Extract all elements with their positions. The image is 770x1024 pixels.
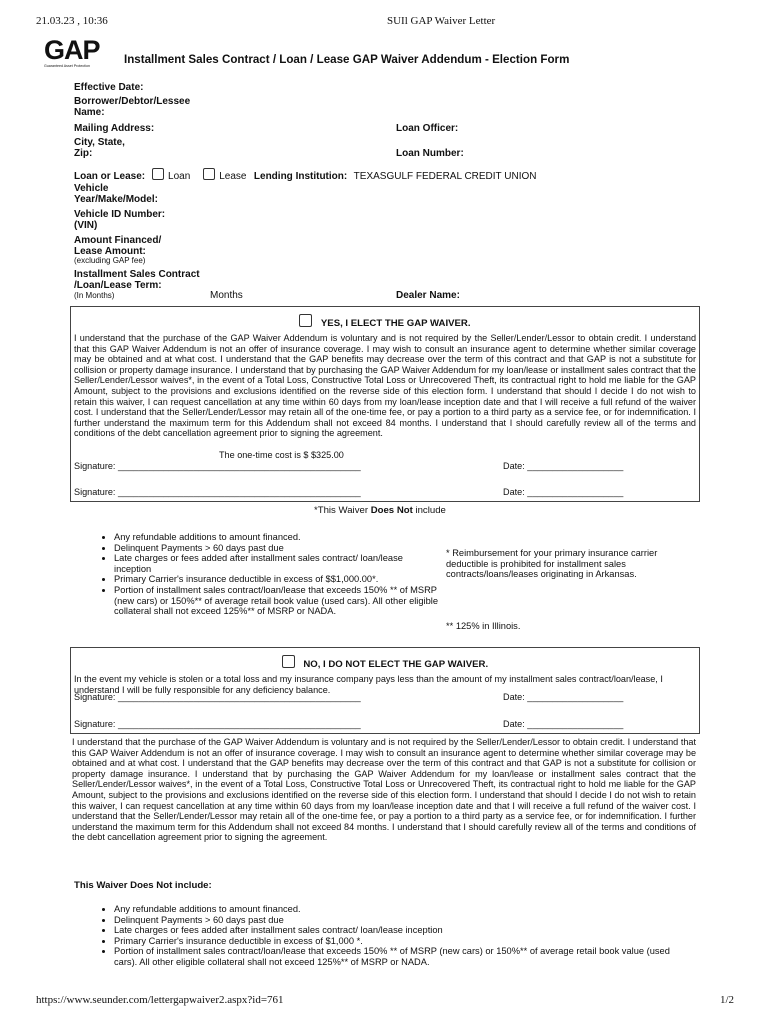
loan-officer-label: Loan Officer: — [396, 123, 459, 134]
dealer-name-label: Dealer Name: — [396, 290, 460, 301]
amount-financed-note: (excluding GAP fee) — [74, 256, 146, 265]
gap-logo — [44, 36, 106, 69]
print-page-title: SUIl GAP Waiver Letter — [387, 15, 496, 27]
elect-date-2[interactable]: Date: ___________________ — [503, 487, 624, 497]
city-state-zip-label: City, State, Zip: — [74, 137, 125, 159]
mailing-address-label: Mailing Address: — [74, 123, 155, 134]
exclusion-item: • Delinquent Payments > 60 days past due — [114, 543, 440, 554]
print-footer-url: https://www.seunder.com/lettergapwaiver2.aspx?id=761 — [36, 994, 284, 1006]
exclusions2-list — [100, 904, 694, 968]
logo-tagline: Guaranteed Asset Protection — [44, 64, 90, 68]
elect-heading: YES, I ELECT THE GAP WAIVER. — [320, 318, 471, 329]
lease-checkbox[interactable] — [203, 168, 215, 180]
loan-or-lease-label: Loan or Lease: — [74, 171, 146, 182]
decline-date-1[interactable]: Date: ___________________ — [503, 692, 624, 702]
loan-number-label: Loan Number: — [396, 148, 464, 159]
exclusions-intro-post: include — [412, 505, 446, 516]
exclusion2-item: • Late charges or fees added after installment sales contract/ loan/lease inception — [114, 925, 694, 936]
exclusions-list — [100, 532, 440, 617]
exclusion2-item: • Delinquent Payments > 60 days past due — [114, 915, 694, 926]
decline-date-2[interactable]: Date: ___________________ — [503, 719, 624, 729]
exclusion2-item: • Primary Carrier's insurance deductible in excess of $1,000 *. — [114, 936, 694, 947]
exclusion-item: • Portion of installment sales contract/loan/lease that exceeds 150% ** of MSRP (new cars) or 150%** of average retail book value (used cars). All other eligible collateral shall not exceed 125%** of MSRP or NADA. — [114, 585, 440, 617]
exclusions-intro-bold: Does Not — [370, 505, 413, 516]
amount-financed-label: Amount Financed/ Lease Amount: — [74, 235, 162, 257]
decline-heading-row — [71, 654, 699, 672]
lending-institution-label: Lending Institution: — [253, 171, 348, 182]
decline-waiver-box — [70, 647, 700, 734]
decline-signature-1[interactable]: Signature: ________________________________________________ — [74, 692, 361, 702]
elect-paragraph: I understand that the purchase of the GAP Waiver Addendum is voluntary and is not required by the Seller/Lender/Lessor to obtain credit. I understand that this GAP Waiver Addendum is not an offer of insurance coverage. I may wish to consult an insurance agent to determine whether similar coverage may be obtained and at what cost. I understand that the GAP benefits may decrease over the term of this contract and that GAP is not a substitute for collision or property damage insurance. I understand that by purchasing the GAP Waiver Addendum for my loan/lease or installment sales contract that the Seller/Lender/Lessor waives*, in the event of a Total Loss, Constructive Total Loss or Unrecovered Theft, its contractual right to hold me liable for the GAP Amount, subject to the provisions and exclusions identified on the reverse side of this election form. I understand that should I decide I do not wish to retain this waiver, I can request cancellation at any time within 60 days from my loan/lease inception date and that I will receive a full refund of the waiver cost. I understand that the Seller/Lender/Lessor may retain all of the one-time fee, or pay a portion to a third party as a service fee, or for indemnification. I further understand the maximum term for this Addendum shall not exceed 84 months. I understand that I should carefully review all of the terms and conditions of the debt cancellation agreement prior to signing the agreement. — [74, 333, 696, 439]
form-title: Installment Sales Contract / Loan / Lease GAP Waiver Addendum - Election Form — [124, 53, 570, 66]
elect-date-1[interactable]: Date: ___________________ — [503, 461, 624, 471]
terms-paragraph: I understand that the purchase of the GAP Waiver Addendum is voluntary and is not required by the Seller/Lender/Lessor to obtain credit. I understand that this GAP Waiver Addendum is not an offer of insurance coverage. I may wish to consult an insurance agent to determine whether similar coverage may be obtained and at what cost. I understand that the GAP benefits may decrease over the term of this contract and that GAP is not a substitute for collision or property damage insurance. I understand that by purchasing the GAP Waiver Addendum for my loan/lease or installment sales contract that the Seller/Lender/Lessor waives*, in the event of a Total Loss, Constructive Total Loss or Unrecovered Theft, its contractual right to hold me liable for the GAP Amount, subject to the provisions and exclusions identified on the reverse side of this election form. I understand that should I decide I do not wish to retain this waiver, I can request cancellation at any time within 60 days from my loan/lease inception date and that I will receive a full refund of the waiver cost. I understand that the Seller/Lender/Lessor may retain all of the one-time fee, or pay a portion to a third party as a service fee, or for indemnification. I further understand the maximum term for this Addendum shall not exceed 84 months. I understand that I should carefully review all of the terms and conditions of the debt cancellation agreement prior to signing the agreement. — [72, 737, 696, 843]
vehicle-label: Vehicle Year/Make/Model: — [74, 183, 158, 205]
loan-option-label: Loan — [168, 171, 191, 182]
elect-checkbox[interactable] — [299, 314, 312, 327]
logo-text: GAP — [44, 35, 100, 65]
lease-option-label: Lease — [219, 171, 247, 182]
elect-waiver-box — [70, 306, 700, 502]
loan-checkbox[interactable] — [152, 168, 164, 180]
elect-signature-2[interactable]: Signature: ________________________________________________ — [74, 487, 361, 497]
print-datetime: 21.03.23 , 10:36 — [36, 15, 108, 27]
exclusions-intro-pre: *This Waiver — [314, 505, 371, 516]
exclusions-intro — [314, 505, 446, 516]
exclusion-item: • Late charges or fees added after installment sales contract/ loan/lease inception — [114, 553, 440, 574]
exclusion2-item: • Portion of installment sales contract/loan/lease that exceeds 150% ** of MSRP (new cars) or 150%** of average retail book value (used cars). All other eligible collateral shall not exceed 125%** of MSRP or NADA. — [114, 946, 694, 967]
term-label: Installment Sales Contract /Loan/Lease Term: — [74, 269, 200, 291]
exclusion2-item: • Any refundable additions to amount financed. — [114, 904, 694, 915]
months-label: Months — [210, 290, 243, 301]
decline-checkbox[interactable] — [282, 655, 295, 668]
effective-date-label: Effective Date: — [74, 82, 144, 93]
borrower-label: Borrower/Debtor/Lessee Name: — [74, 96, 191, 118]
term-note: (In Months) — [74, 291, 115, 300]
arkansas-note: * Reimbursement for your primary insurance carrier deductible is prohibited for installment sales contracts/loans/leases originating in Arkansas. — [446, 548, 658, 580]
lending-institution-value: TEXASGULF FEDERAL CREDIT UNION — [353, 171, 537, 182]
exclusion-item: • Any refundable additions to amount financed. — [114, 532, 440, 543]
exclusions2-heading: This Waiver Does Not include: — [74, 880, 212, 891]
illinois-note: ** 125% in Illinois. — [446, 621, 521, 631]
vin-label: Vehicle ID Number: (VIN) — [74, 209, 166, 231]
decline-paragraph: In the event my vehicle is stolen or a total loss and my insurance company pays less than the amount of my installment sales contract/loan/lease, I understand I will be fully responsible for any deficiency balance. — [74, 674, 663, 695]
exclusion-item: • Primary Carrier's insurance deductible in excess of $$1,000.00*. — [114, 574, 440, 585]
decline-signature-2[interactable]: Signature: ________________________________________________ — [74, 719, 361, 729]
elect-signature-1[interactable]: Signature: ________________________________________________ — [74, 461, 361, 471]
one-time-cost: The one-time cost is $ $325.00 — [219, 450, 344, 460]
decline-heading: NO, I DO NOT ELECT THE GAP WAIVER. — [303, 659, 489, 670]
elect-heading-row — [71, 313, 699, 331]
loan-or-lease-row — [74, 166, 536, 184]
print-footer-page: 1/2 — [720, 994, 735, 1006]
